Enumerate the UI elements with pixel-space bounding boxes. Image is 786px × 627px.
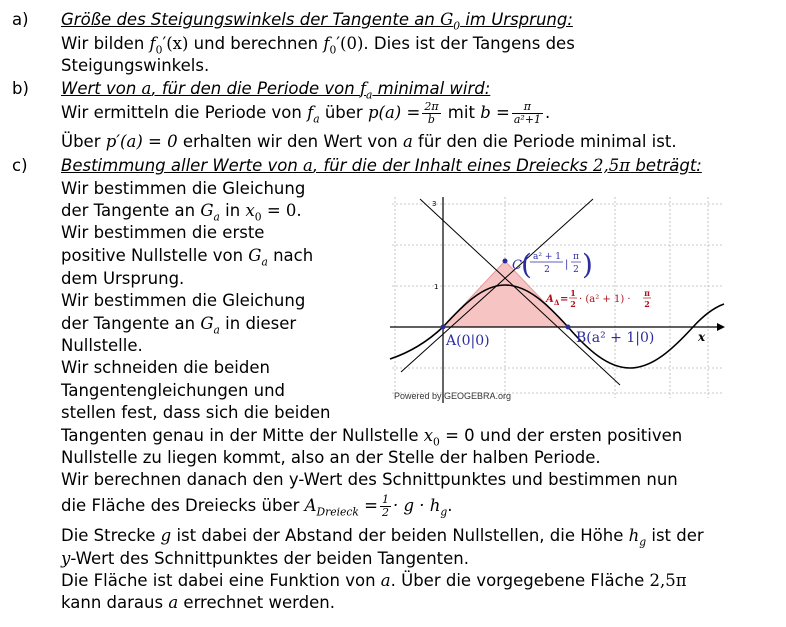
svg-text:(: ( <box>521 248 532 281</box>
svg-text:Δ: Δ <box>554 298 560 307</box>
part-c-label: c) <box>12 156 28 175</box>
svg-text:2: 2 <box>573 265 579 275</box>
point-b-marker <box>566 325 571 330</box>
geogebra-graph <box>388 193 728 407</box>
svg-text:C: C <box>512 258 522 273</box>
part-a-label: a) <box>12 10 29 29</box>
svg-text:1: 1 <box>570 288 576 298</box>
powered-by-text: Powered by GEOGEBRA.org <box>394 391 512 401</box>
part-a-heading: Größe des Steigungswinkels der Tangente an $G_0$ im Ursprung: <box>61 10 573 33</box>
period-fraction: $\frac{2\pi}{b}$ <box>424 100 439 126</box>
svg-text:A: A <box>546 294 554 305</box>
svg-text:=: = <box>560 294 569 305</box>
svg-text:π: π <box>573 252 579 262</box>
svg-text:π: π <box>644 288 650 298</box>
x-axis-arrow <box>717 323 725 331</box>
point-a-marker <box>441 325 446 330</box>
tick-y3: 3 <box>432 200 437 208</box>
part-b-heading: Wert von a, für den die Periode von $f_a$ minimal wird: <box>61 79 491 102</box>
svg-text:): ) <box>582 248 593 281</box>
svg-text:2: 2 <box>644 299 650 309</box>
point-a-label: A(0|0) <box>446 333 490 349</box>
svg-text:2: 2 <box>570 299 576 309</box>
svg-text:2: 2 <box>544 265 550 275</box>
point-c-marker <box>503 259 508 264</box>
half-fraction: $\frac{1}{2}$ <box>381 493 389 519</box>
x-axis-label: x <box>698 330 706 344</box>
svg-text:a² + 1: a² + 1 <box>533 252 561 262</box>
b-fraction: $\frac{\pi}{\text{a²+1}}$ <box>513 100 542 126</box>
svg-text:· (a² + 1) ·: · (a² + 1) · <box>579 294 631 305</box>
part-c-heading: Bestimmung aller Werte von a, für die der Inhalt eines Dreiecks 2,5π beträgt: <box>61 156 702 175</box>
point-b-label: B(a² + 1|0) <box>576 330 655 346</box>
part-b-label: b) <box>12 79 29 98</box>
svg-text:|: | <box>565 259 569 270</box>
point-c-label <box>512 248 593 281</box>
tick-y1: 1 <box>434 283 439 291</box>
area-formula <box>545 288 651 309</box>
